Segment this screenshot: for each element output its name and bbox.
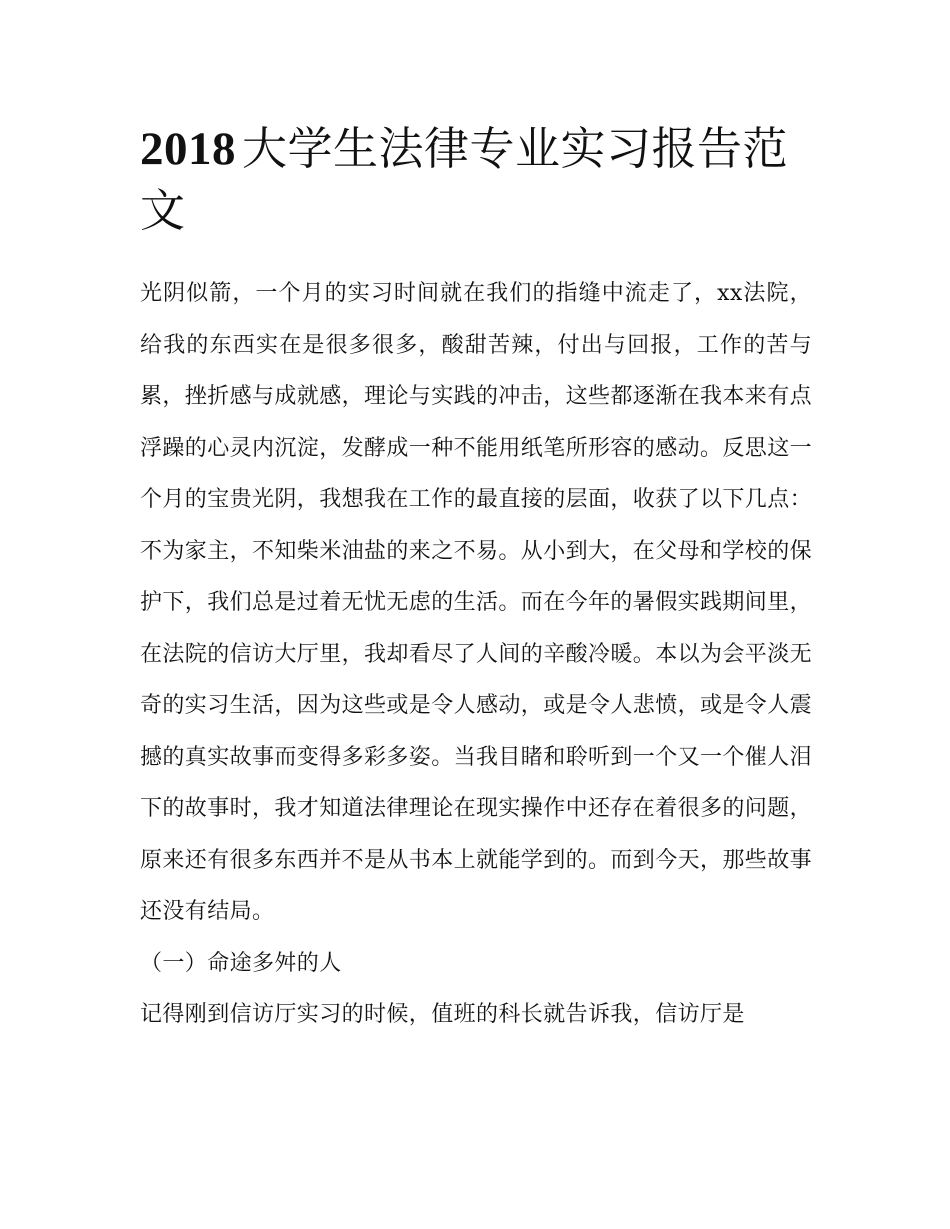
paragraph-intro: 光阴似箭，一个月的实习时间就在我们的指缝中流走了，xx法院，给我的东西实在是很多很多，酸甜苦辣，付出与回报，工作的苦与累，挫折感与成就感，理论与实践的冲击，这些都逐渐在我本来有点浮躁的心灵内沉淀，发酵成一种不能用纸笔所形容的感动。反思这一个月的宝贵光阴，我想我在工作的最直接的层面，收获了以下几点： xyxy=(140,281,813,512)
title-text: 大学生法律专业实习报告范文 xyxy=(140,122,789,237)
section-heading: （一）命途多舛的人 xyxy=(140,950,342,976)
document-title xyxy=(140,118,812,242)
paragraph-family: 不为家主，不知柴米油盐的来之不易。从小到大，在父母和学校的保护下，我们总是过着无忧无虑的生活。而在今年的暑假实践期间里，在法院的信访大厅里，我却看尽了人间的辛酸冷暖。本以为会平淡无奇的实习生活，因为这些或是令人感动，或是令人悲愤，或是令人震撼的真实故事而变得多彩多姿。当我目睹和聆听到一个又一个催人泪下的故事时，我才知道法律理论在现实操作中还存在着很多的问题，原来还有很多东西并不是从书本上就能学到的。而到今天，那些故事还没有结局。 xyxy=(140,538,813,924)
paragraph-visit-hall: 记得刚到信访厅实习的时候，值班的科长就告诉我，信访厅是 xyxy=(140,1002,745,1027)
document-page xyxy=(140,118,812,1041)
document-body xyxy=(140,268,812,1041)
title-year: 2018 xyxy=(140,123,236,175)
